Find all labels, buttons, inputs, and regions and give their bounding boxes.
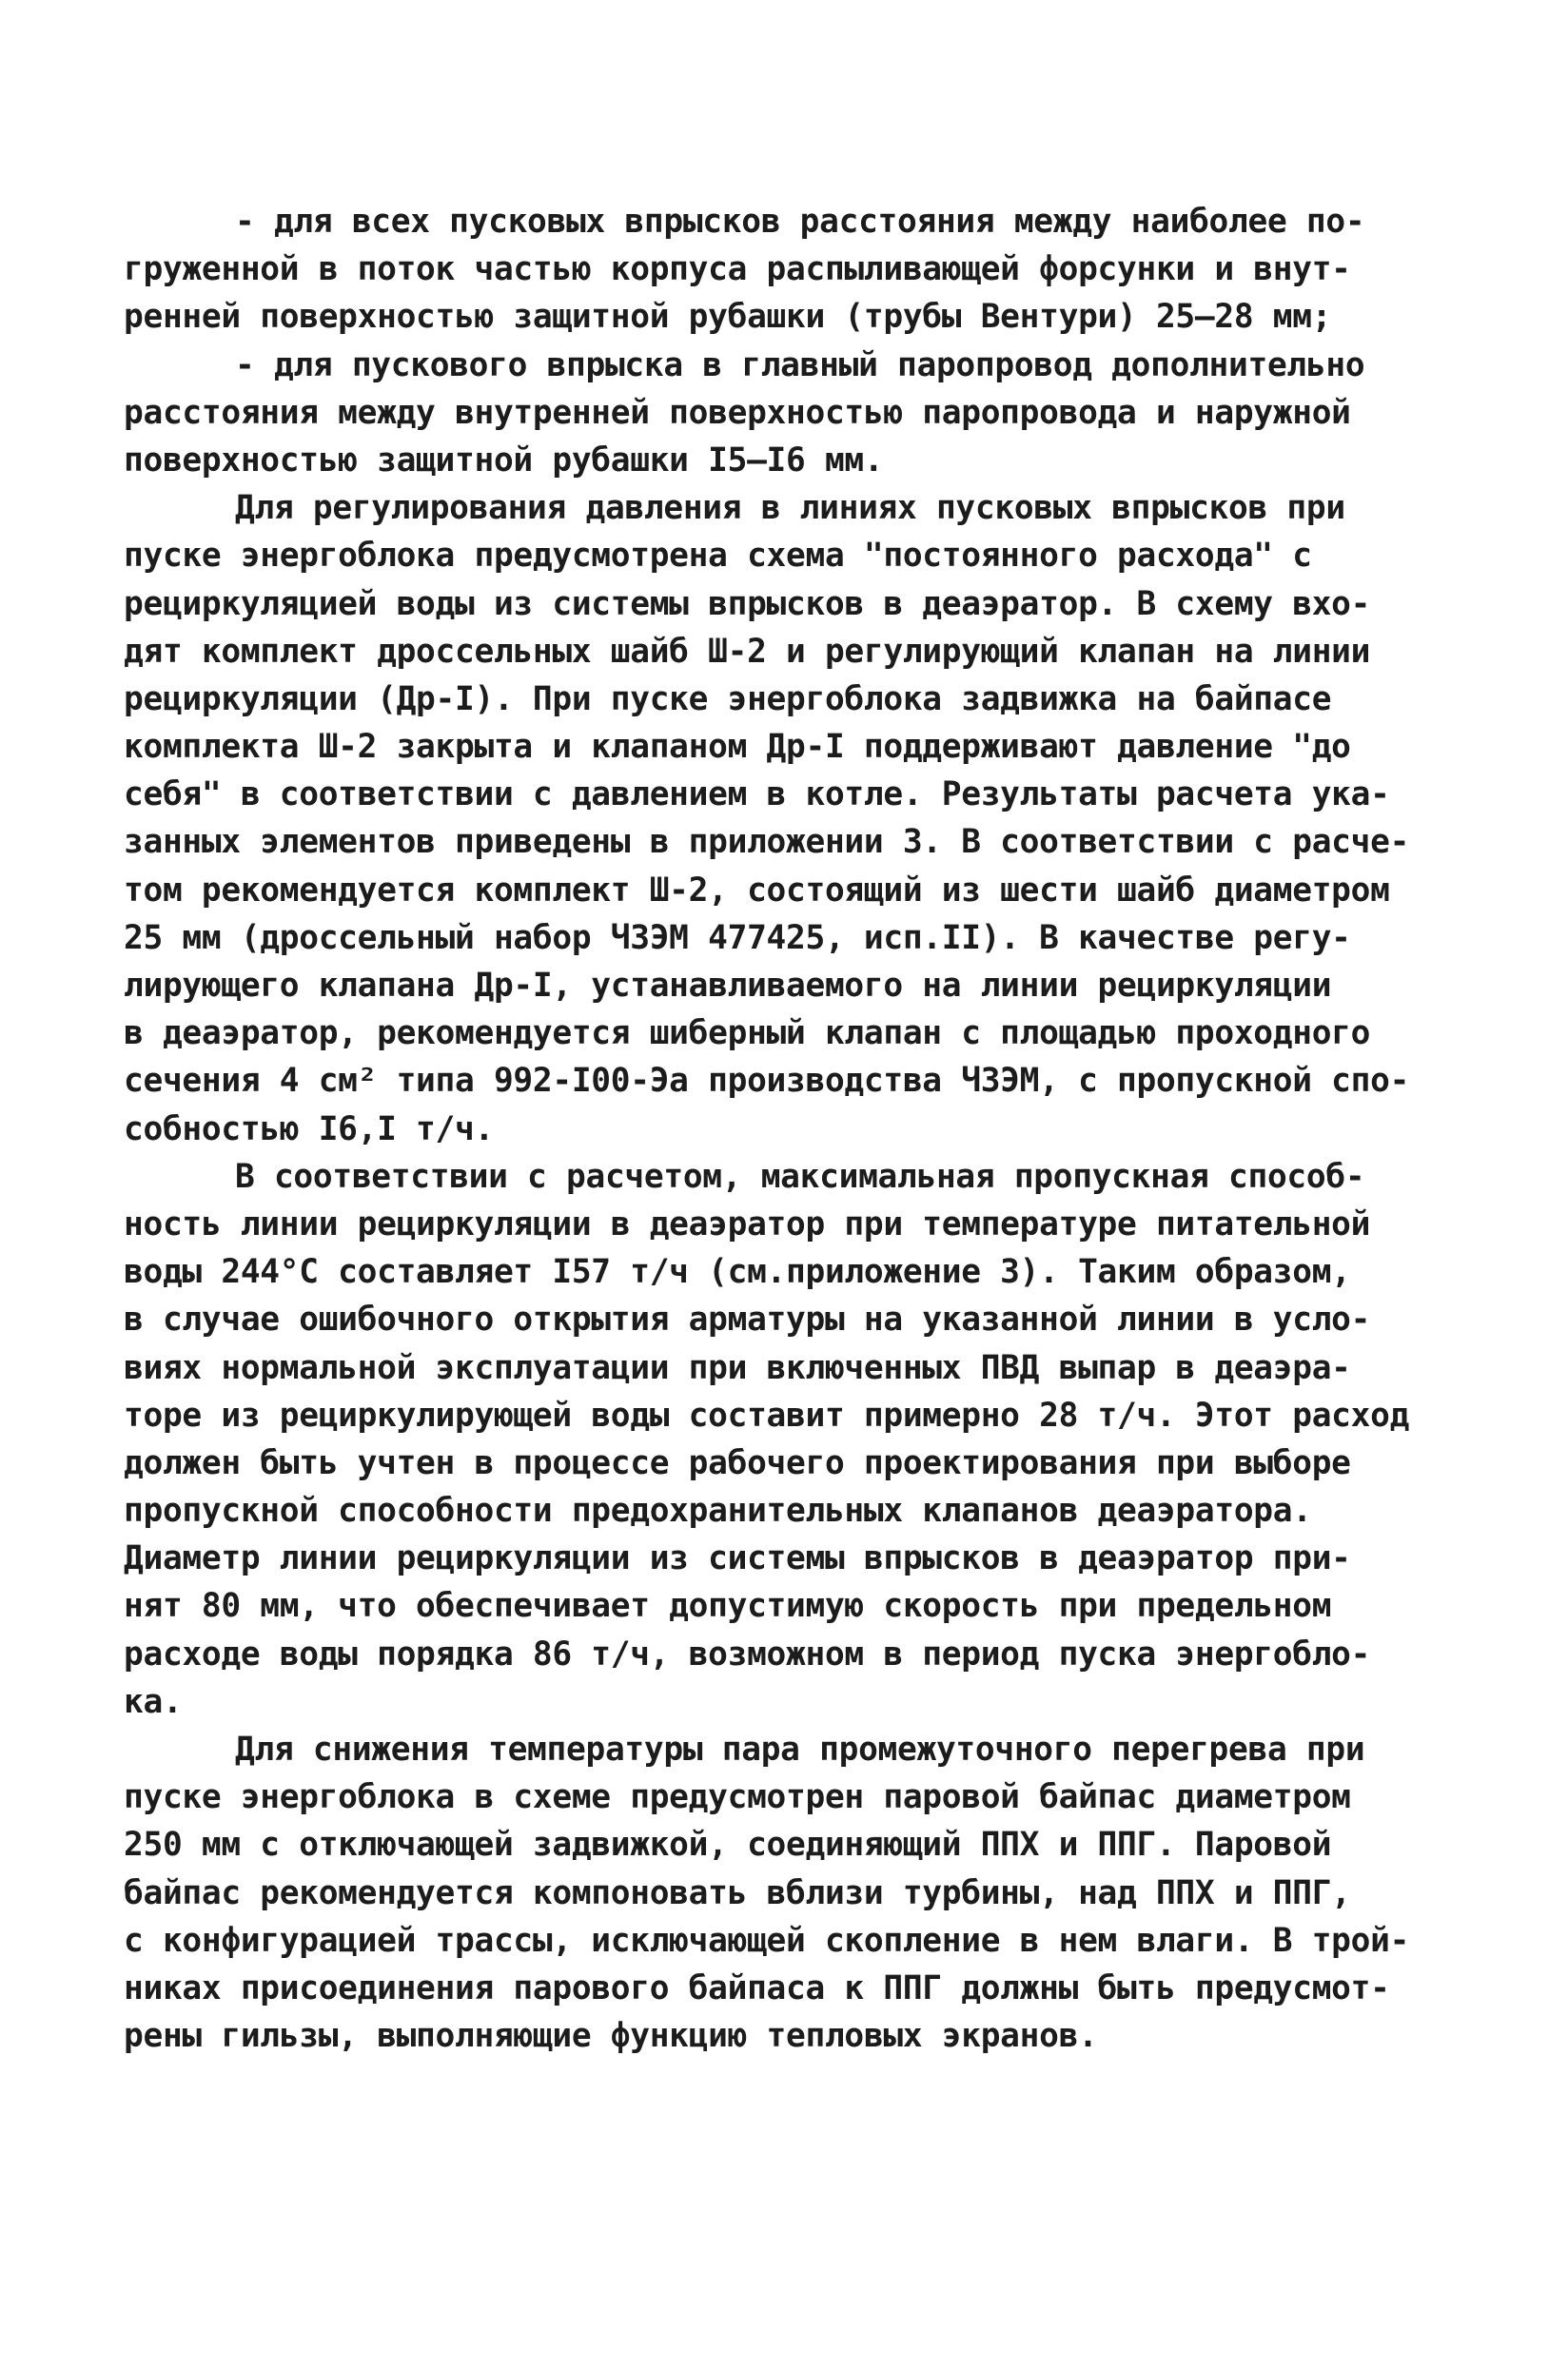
paragraph (124, 342, 1408, 485)
text-line: собностью I6,I т/ч. (124, 1109, 494, 1148)
text-line: Диаметр линии рециркуляции из системы впрысков в деаэратор при- (124, 1539, 1351, 1578)
text-line: поверхностью защитной рубашки I5–I6 мм. (124, 441, 884, 480)
text-line: байпас рекомендуется компоновать вблизи турбины, над ППХ и ППГ, (124, 1873, 1351, 1912)
text-line: - для всех пусковых впрысков расстояния между наиболее по- (235, 203, 1365, 241)
text-line: виях нормальной эксплуатации при включенных ПВД выпар в деаэра- (124, 1348, 1351, 1387)
paragraph (124, 1153, 1408, 1726)
text-line: себя" в соответствии с давлением в котле. Результаты расчета ука- (124, 775, 1390, 814)
document-body (124, 198, 1408, 2060)
text-line: рециркуляции (Др-I). При пуске энергоблока задвижка на байпасе (124, 679, 1332, 718)
text-line: с конфигурацией трассы, исключающей скопление в нем влаги. В трой- (124, 1921, 1410, 1960)
paragraph (124, 1726, 1408, 2060)
text-line: ренней поверхностью защитной рубашки (трубы Вентури) 25–28 мм; (124, 298, 1332, 337)
text-line: в деаэратор, рекомендуется шиберный клапан с площадью проходного (124, 1014, 1371, 1053)
text-line: пуске энергоблока предусмотрена схема "постоянного расхода" с (124, 537, 1312, 576)
text-line: нят 80 мм, что обеспечивает допустимую скорость при предельном (124, 1587, 1332, 1626)
text-line: расстояния между внутренней поверхностью паропровода и наружной (124, 393, 1351, 432)
text-line: ность линии рециркуляции в деаэратор при температуре питательной (124, 1204, 1371, 1243)
text-line: рециркуляцией воды из системы впрысков в деаэратор. В схему вхо- (124, 584, 1371, 623)
text-line: расходе воды порядка 86 т/ч, возможном в период пуска энергобло- (124, 1635, 1371, 1674)
text-line: в случае ошибочного открытия арматуры на указанной линии в усло- (124, 1301, 1371, 1340)
text-line: воды 244°С составляет I57 т/ч (см.приложение 3). Таким образом, (124, 1253, 1351, 1292)
text-line: пропускной способности предохранительных клапанов деаэратора. (124, 1492, 1312, 1531)
text-line: комплекта Ш-2 закрыта и клапаном Др-I поддерживают давление "до (124, 728, 1351, 767)
text-line: пуске энергоблока в схеме предусмотрен паровой байпас диаметром (124, 1778, 1351, 1817)
text-line: ка. (124, 1682, 183, 1721)
text-line: том рекомендуется комплект Ш-2, состоящий из шести шайб диаметром (124, 871, 1390, 910)
paragraph (124, 198, 1408, 342)
text-line: рены гильзы, выполняющие функцию тепловых экранов. (124, 2017, 1098, 2056)
text-line: лирующего клапана Др-I, устанавливаемого на линии рециркуляции (124, 967, 1332, 1005)
text-line: В соответствии с расчетом, максимальная пропускная способ- (235, 1157, 1365, 1196)
text-line: должен быть учтен в процессе рабочего проектирования при выборе (124, 1443, 1351, 1482)
text-line: Для снижения температуры пара промежуточного перегрева при (235, 1731, 1365, 1769)
text-line: Для регулирования давления в линиях пусковых впрысков при (235, 489, 1345, 528)
text-line: - для пускового впрыска в главный паропровод дополнительно (235, 345, 1365, 384)
text-line: дят комплект дроссельных шайб Ш-2 и регулирующий клапан на линии (124, 632, 1371, 671)
text-line: 250 мм с отключающей задвижкой, соединяющий ППХ и ППГ. Паровой (124, 1826, 1332, 1865)
text-line: сечения 4 см² типа 992-I00-Эа производства ЧЗЭМ, с пропускной спо- (124, 1062, 1410, 1101)
text-line: торе из рециркулирующей воды составит примерно 28 т/ч. Этот расход (124, 1396, 1410, 1435)
text-line: никах присоединения парового байпаса к ППГ должны быть предусмот- (124, 1968, 1390, 2007)
text-line: груженной в поток частью корпуса распыливающей форсунки и внут- (124, 250, 1351, 289)
text-line: 25 мм (дроссельный набор ЧЗЭМ 477425, исп.II). В качестве регу- (124, 918, 1351, 957)
paragraph (124, 484, 1408, 1153)
text-line: занных элементов приведены в приложении 3. В соответствии с расче- (124, 823, 1410, 862)
